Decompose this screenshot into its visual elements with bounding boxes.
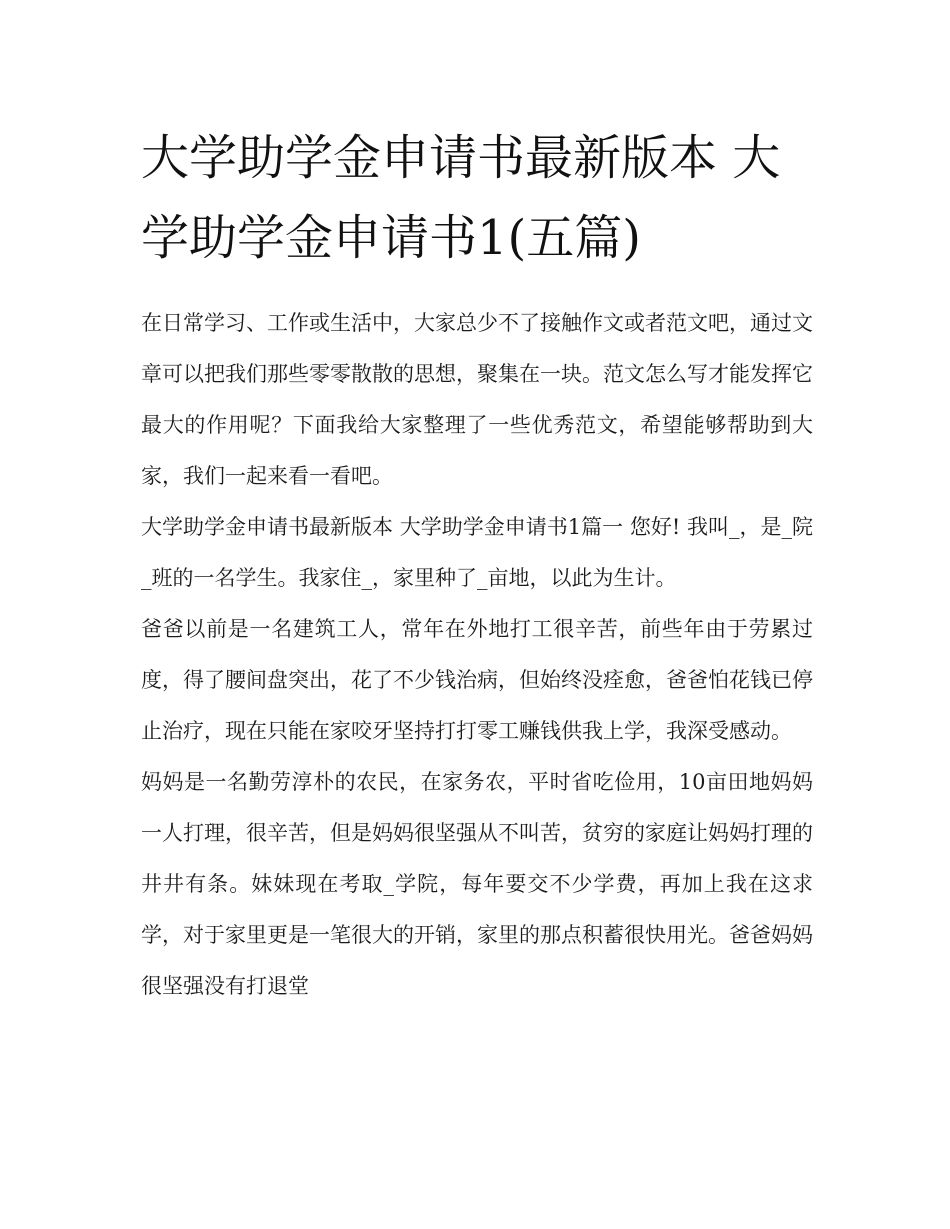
- mother-paragraph: 妈妈是一名勤劳淳朴的农民，在家务农，平时省吃俭用，10亩田地妈妈一人打理，很辛苦，但是妈妈很坚强从不叫苦，贫穷的家庭让妈妈打理的井井有条。妹妹现在考取_学院，每年要交不少学费，再加上我在这求学，对于家里更是一笔很大的开销，家里的那点积蓄很快用光。爸爸妈妈很坚强没有打退堂: [141, 770, 813, 998]
- document-content: [141, 118, 813, 1012]
- document-body: [141, 298, 813, 1012]
- greeting-paragraph: 大学助学金申请书最新版本 大学助学金申请书1篇一 您好! 我叫_，是_院_班的一名学生。我家住_，家里种了_亩地，以此为生计。: [141, 515, 813, 590]
- father-paragraph: 爸爸以前是一名建筑工人，常年在外地打工很辛苦，前些年由于劳累过度，得了腰间盘突出，花了不少钱治病，但始终没痊愈，爸爸怕花钱已停止治疗，现在只能在家咬牙坚持打打零工赚钱供我上学，我深受感动。: [141, 617, 813, 743]
- document-title: 大学助学金申请书最新版本 大学助学金申请书1(五篇): [141, 130, 781, 266]
- intro-paragraph: 在日常学习、工作或生活中，大家总少不了接触作文或者范文吧，通过文章可以把我们那些零零散散的思想，聚集在一块。范文怎么写才能发挥它最大的作用呢？下面我给大家整理了一些优秀范文，希望能够帮助到大家，我们一起来看一看吧。: [141, 311, 813, 488]
